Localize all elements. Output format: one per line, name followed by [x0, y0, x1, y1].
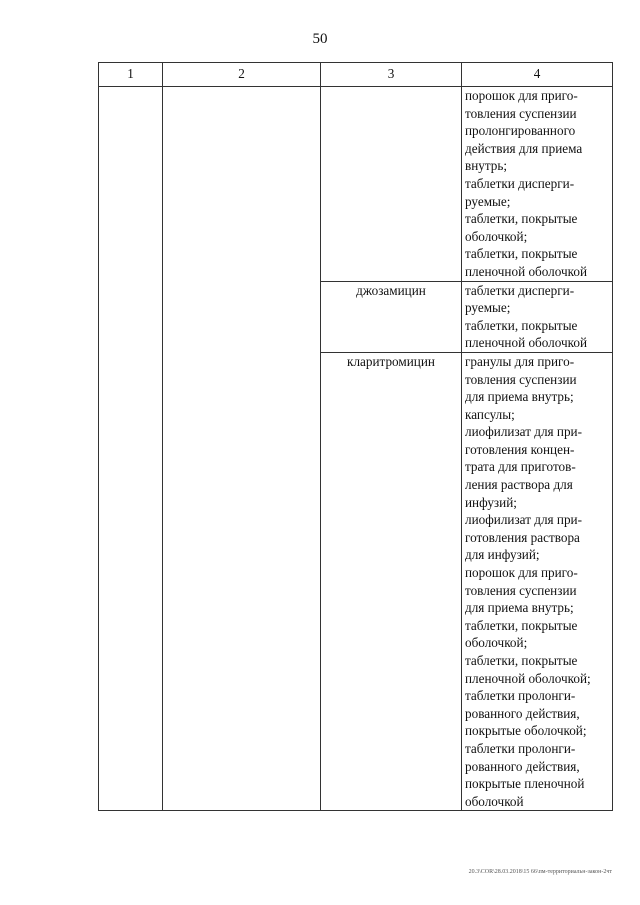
dosage-form-line: таблетки, покрытые [465, 211, 578, 227]
column-header-3: 3 [321, 63, 462, 87]
dosage-form-line: таблетки, покрытые [465, 246, 578, 262]
dosage-form-line: внутрь; [465, 158, 508, 174]
cell-col1 [99, 87, 163, 811]
dosage-form-line: таблетки, покрытые [465, 653, 578, 668]
dosage-form-line: порошок для приго- [465, 565, 578, 581]
dosage-form-line: пленочной оболочкой [465, 263, 588, 279]
page-number: 50 [312, 31, 328, 47]
dosage-form-line: рованного действия, [465, 758, 580, 774]
dosage-form-line: таблетки дисперги- [465, 282, 575, 298]
dosage-form-line: готовления раствора [465, 529, 580, 545]
dosage-form-line: оболочкой; [465, 228, 528, 244]
dosage-form-line: покрытые пленочной [465, 776, 585, 792]
table-header-row [99, 63, 613, 87]
dosage-form-line: рованного действия, [465, 705, 580, 721]
cell-drug-name [321, 87, 462, 282]
drug-table [98, 62, 613, 811]
cell-dosage-forms [462, 352, 613, 810]
cell-drug-name: кларитромицин [321, 352, 462, 810]
dosage-form-line: товления суспензии [465, 105, 577, 121]
dosage-form-line: пролонгированного [465, 123, 576, 139]
dosage-form-line: для инфузий; [465, 547, 540, 563]
dosage-form-line: действия для приема [465, 140, 583, 156]
dosage-form-line: товления суспензии [465, 371, 577, 387]
dosage-form-line: оболочкой; [465, 635, 528, 651]
dosage-form-line: капсулы; [465, 406, 515, 422]
dosage-form-line: инфузий; [465, 494, 517, 510]
cell-drug-name: джозамицин [321, 281, 462, 352]
table-row [99, 87, 613, 282]
cell-col2 [163, 87, 321, 811]
dosage-form-line: таблетки дисперги- [465, 175, 575, 191]
dosage-form-line: ления раствора для [465, 477, 573, 493]
dosage-form-line: таблетки, покрытые [465, 317, 578, 333]
dosage-form-line: лиофилизат для при- [465, 424, 583, 440]
column-header-1: 1 [99, 63, 163, 87]
dosage-form-line: трата для приготов- [465, 459, 576, 475]
dosage-form-line: гранулы для приго- [465, 353, 575, 369]
dosage-form-line: покрытые оболочкой; [465, 723, 587, 739]
dosage-form-line: для приема внутрь; [465, 600, 574, 616]
dosage-form-line: пленочной оболочкой [465, 335, 588, 351]
cell-dosage-forms [462, 281, 613, 352]
cell-dosage-forms [462, 87, 613, 282]
dosage-form-line: товления суспензии [465, 582, 577, 598]
dosage-form-line: порошок для приго- [465, 88, 578, 103]
dosage-form-line: для приема внутрь; [465, 389, 574, 405]
column-header-4: 4 [462, 63, 613, 87]
dosage-form-line: оболочкой [465, 793, 524, 809]
dosage-form-line: таблетки, покрытые [465, 617, 578, 633]
column-header-2: 2 [163, 63, 321, 87]
dosage-form-line: таблетки пролонги- [465, 688, 576, 704]
dosage-form-line: лиофилизат для при- [465, 512, 583, 528]
footer-file-path: 20.3\COR\28.03.2018\15 66\пм-территориальн-закон-2чт [468, 869, 612, 875]
dosage-form-line: пленочной оболочкой; [465, 670, 591, 686]
dosage-form-line: руемые; [465, 193, 511, 209]
dosage-form-line: руемые; [465, 300, 511, 316]
dosage-form-line: таблетки пролонги- [465, 740, 576, 756]
dosage-form-line: готовления концен- [465, 441, 575, 457]
